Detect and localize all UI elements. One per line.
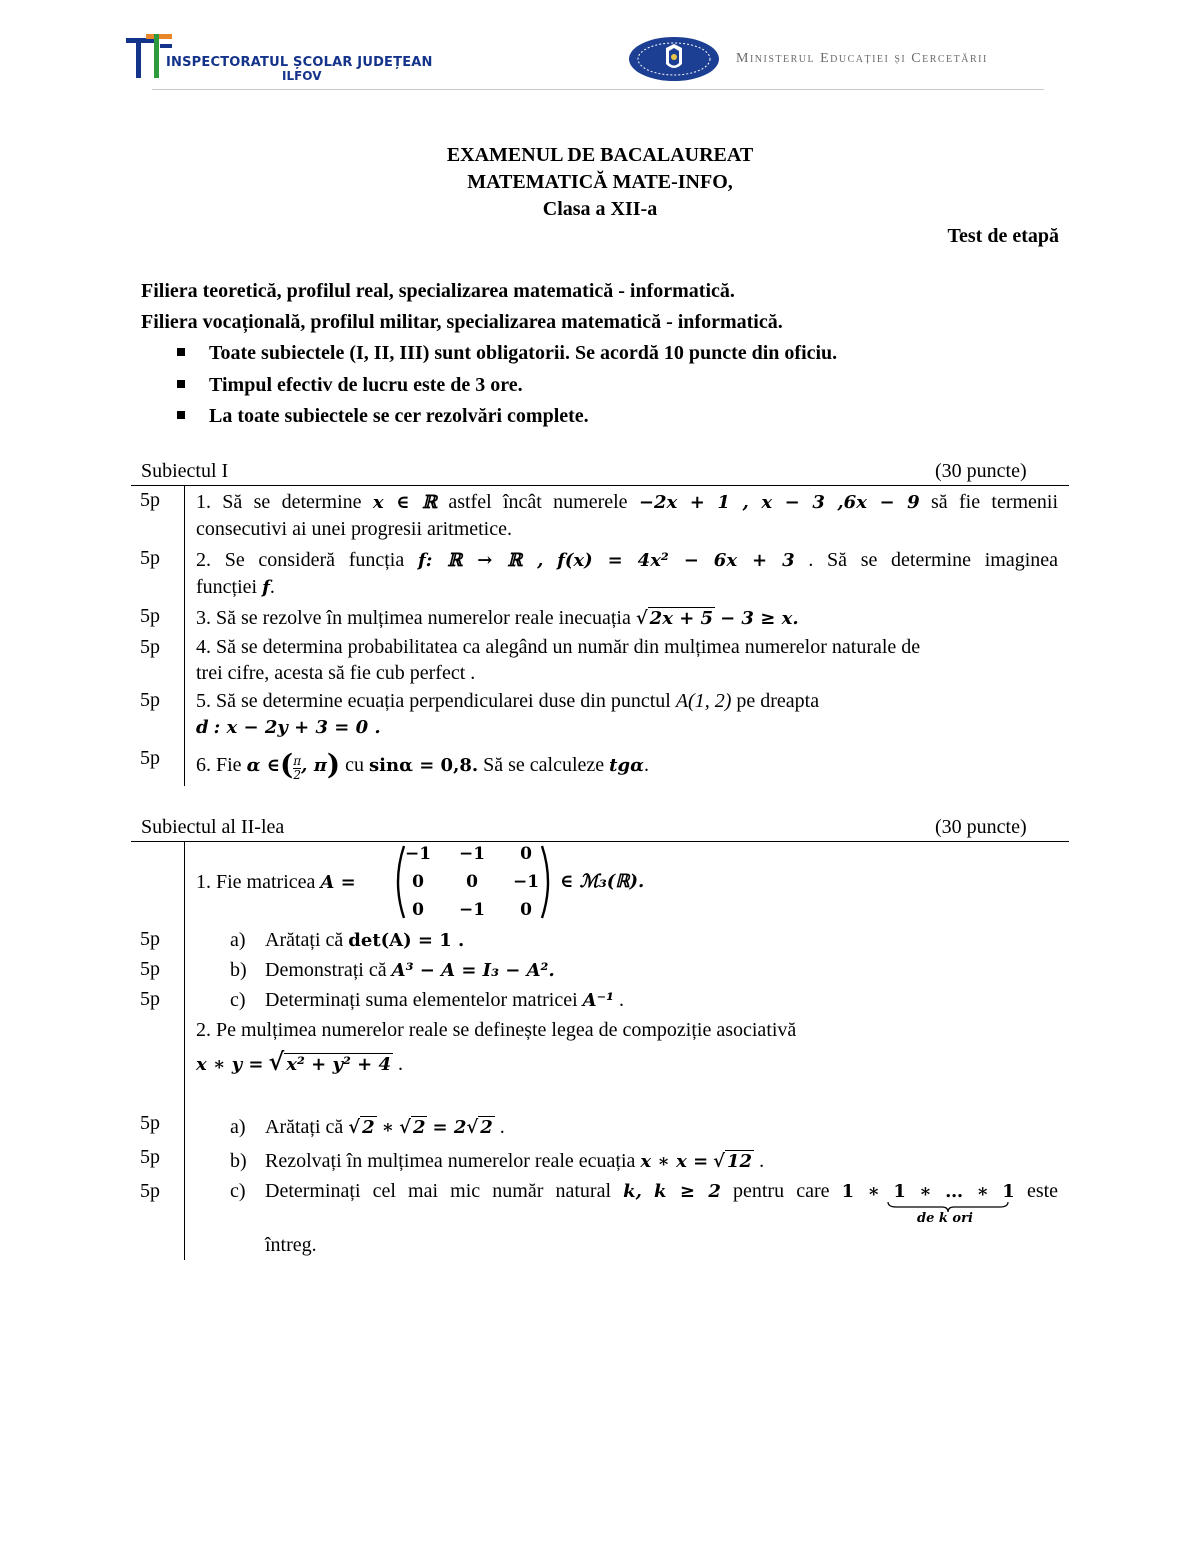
problem-1-1: [196, 489, 1058, 542]
item-label: a): [230, 929, 246, 951]
instruction-bullet: [177, 342, 837, 365]
item-label: b): [230, 959, 247, 981]
instruction-bullet: [177, 374, 523, 397]
text: . Să se determine imaginea: [808, 549, 1059, 571]
text: .: [759, 1150, 765, 1172]
math: , π: [301, 755, 327, 776]
problem-1-5: [196, 688, 1058, 741]
math: f: [262, 577, 270, 598]
radicand: 12: [727, 1151, 753, 1172]
section-1-column-rule: [184, 486, 185, 786]
math: tgα: [609, 755, 644, 776]
math: det(A) = 1 .: [348, 930, 465, 951]
math: k ≥ 2: [654, 1181, 721, 1202]
problem-line: [196, 574, 1058, 601]
problem-2-1-intro: [196, 869, 356, 896]
problem-line: consecutivi ai unei progresii aritmetice.: [196, 518, 512, 540]
text: 1. Să se determine: [196, 491, 362, 513]
problem-1-4: [196, 634, 1058, 686]
sqrt: √ 2: [399, 1117, 426, 1138]
text: 6. Fie: [196, 754, 242, 776]
math: f: ℝ → ℝ ,: [417, 550, 544, 571]
text: pentru care: [733, 1180, 830, 1202]
exam-title: EXAMENUL DE BACALAUREAT: [446, 144, 754, 166]
sqrt: √ x² + y² + 4: [268, 1047, 392, 1076]
item-points: 5p: [140, 1112, 160, 1134]
matrix-cell: 0: [466, 872, 478, 892]
problem-2-1c: [265, 987, 624, 1014]
matrix-cell: 0: [520, 844, 532, 864]
matrix-cell: 0: [520, 900, 532, 920]
text: Demonstrați că: [265, 959, 387, 981]
inspectorat-county: ILFOV: [282, 69, 322, 83]
sqrt: √ 12: [713, 1151, 753, 1172]
text: .: [398, 1053, 404, 1075]
problem-2-2b: [265, 1148, 764, 1175]
instruction-bullet: [177, 405, 589, 428]
radicand: 2: [362, 1117, 375, 1138]
radicand: 2: [480, 1117, 493, 1138]
problem-line: [196, 688, 1058, 714]
math: k,: [623, 1181, 642, 1202]
section-1-rule: [131, 485, 1069, 486]
problem-1-3: [196, 605, 1058, 632]
text: Determinați cel mai mic număr natural: [265, 1180, 612, 1202]
bullet-square-icon: [177, 411, 185, 419]
item-points: 5p: [140, 689, 160, 711]
item-points: 5p: [140, 1146, 160, 1168]
problem-1-2: [196, 547, 1058, 601]
text: Să se calculeze: [483, 754, 605, 776]
text: funcției: [196, 576, 258, 598]
text: Determinați suma elementelor matricei: [265, 989, 578, 1011]
exam-subject: MATEMATICĂ MATE-INFO,: [467, 171, 733, 193]
problem-line: [196, 714, 1058, 741]
denominator: 2: [293, 768, 302, 782]
item-points: 5p: [140, 928, 160, 950]
problem-line: întreg.: [265, 1234, 317, 1256]
item-label: a): [230, 1116, 246, 1138]
math: A⁻¹: [582, 990, 615, 1011]
math: 1 ∗ 1 ∗ … ∗ 1: [841, 1181, 1015, 1202]
ministry-seal-icon: [628, 36, 720, 82]
item-points: 5p: [140, 988, 160, 1010]
problem-2-1b: [265, 957, 555, 984]
exam-grade: Clasa a XII-a: [542, 198, 658, 220]
instruction-text: La toate subiectele se cer rezolvări complete.: [209, 405, 589, 427]
item-points: 5p: [140, 1180, 160, 1202]
fraction: [293, 755, 301, 782]
item-label: c): [230, 989, 246, 1011]
section-2-column-rule: [184, 842, 185, 1260]
math: ∗: [381, 1117, 395, 1138]
header-divider: [152, 89, 1044, 90]
math: = 2: [432, 1117, 467, 1138]
underbrace-label: de k ori: [917, 1211, 973, 1226]
radicand: x² + y² + 4: [286, 1054, 392, 1075]
section-2-points: (30 puncte): [935, 816, 1027, 838]
problem-line: [196, 547, 1058, 574]
math: A =: [320, 872, 356, 893]
matrix-cell: 0: [412, 900, 424, 920]
problem-line: trei cifre, acesta să fie cub perfect .: [196, 662, 476, 684]
paren-close: ): [326, 748, 341, 781]
item-points: 5p: [140, 958, 160, 980]
math: : x − 2y + 3 = 0 .: [213, 717, 381, 738]
instruction-text: Toate subiectele (I, II, III) sunt obligatorii. Se acordă 10 puncte din oficiu.: [209, 342, 838, 364]
problem-2-2a: [265, 1114, 505, 1141]
matrix-A: [392, 844, 554, 920]
problem-line: 4. Să se determina probabilitatea ca alegând un număr din mulțimea numerelor naturale de: [196, 636, 921, 658]
math: − 3 ≥ x: [720, 608, 793, 629]
text: 5. Să se determine ecuația perpendicularei duse din punctul: [196, 690, 671, 712]
text: 2. Se consideră funcția: [196, 549, 405, 571]
matrix-cell: −1: [512, 872, 540, 892]
paren-open: (: [280, 748, 294, 781]
matrix-cell: 0: [412, 872, 424, 892]
math: sinα = 0,8.: [369, 755, 479, 776]
filiera-vocationala: Filiera vocațională, profilul militar, specializarea matematică - informatică.: [141, 311, 783, 333]
matrix-cell: −1: [458, 844, 486, 864]
text: .: [619, 989, 625, 1011]
text: este: [1026, 1180, 1059, 1202]
text: Arătați că: [265, 1116, 344, 1138]
text: .: [499, 1116, 505, 1138]
math: α ∈: [246, 755, 281, 776]
matrix-cell: −1: [404, 844, 432, 864]
item-points: 5p: [140, 547, 160, 569]
section-2-title: Subiectul al II-lea: [141, 816, 285, 838]
math: −2x + 1 , x − 3 ,6x − 9: [638, 492, 920, 513]
text: .: [792, 608, 799, 629]
text: astfel încât numerele: [448, 491, 628, 513]
sqrt: √ 2: [348, 1117, 375, 1138]
radicand: 2: [412, 1117, 426, 1138]
problem-1-6: [196, 748, 1058, 782]
item-points: 5p: [140, 636, 160, 658]
matrix-cell: −1: [458, 900, 486, 920]
text: .: [643, 754, 649, 776]
sqrt: √ 2: [466, 1117, 493, 1138]
section-1-title: Subiectul I: [141, 460, 229, 482]
problem-line: [196, 489, 1058, 516]
item-points: 5p: [140, 489, 160, 511]
problem-2-1a: [265, 927, 464, 954]
text: pe dreapta: [736, 690, 820, 712]
math: x ∈ ℝ: [372, 492, 438, 513]
item-label: b): [230, 1150, 247, 1172]
math: A³ − A = I₃ − A².: [391, 960, 555, 981]
text: cu: [345, 754, 365, 776]
ministry-name: Ministerul Educației și Cercetării: [736, 51, 988, 66]
text: să fie termenii: [931, 491, 1059, 513]
item-label: c): [230, 1180, 246, 1202]
math: x ∗ x =: [640, 1151, 709, 1172]
section-2-rule: [131, 841, 1069, 842]
text: Rezolvați în mulțimea numerelor reale ecuația: [265, 1150, 636, 1172]
item-points: 5p: [140, 605, 160, 627]
bullet-square-icon: [177, 348, 185, 356]
text: .: [269, 576, 275, 598]
matrix-set: ∈ ℳ₃(ℝ).: [560, 871, 645, 892]
instruction-text: Timpul efectiv de lucru este de 3 ore.: [209, 374, 523, 396]
item-points: 5p: [140, 747, 160, 769]
math: A(1, 2): [675, 690, 732, 712]
text: 3. Să se rezolve în mulțimea numerelor reale inecuația: [196, 607, 631, 629]
filiera-teoretica: Filiera teoretică, profilul real, specializarea matematică - informatică.: [141, 280, 735, 302]
text: 1. Fie matricea: [196, 871, 316, 893]
text: Arătați că: [265, 929, 344, 951]
radicand: 2x + 5: [649, 608, 714, 629]
math: x ∗ y =: [196, 1054, 264, 1075]
problem-2-2-intro: 2. Pe mulțimea numerelor reale se definește legea de compoziție asociativă: [196, 1019, 797, 1041]
bullet-square-icon: [177, 380, 185, 388]
test-label: Test de etapă: [947, 225, 1059, 247]
math: d: [196, 717, 209, 738]
math: f(x) = 4x² − 6x + 3: [557, 550, 795, 571]
sqrt: √ 2x + 5: [635, 608, 714, 629]
section-1-points: (30 puncte): [935, 460, 1027, 482]
numerator: π: [293, 754, 302, 768]
problem-2-2-law: [196, 1049, 1058, 1078]
inspectorat-name: INSPECTORATUL ȘCOLAR JUDEȚEAN: [166, 55, 433, 70]
